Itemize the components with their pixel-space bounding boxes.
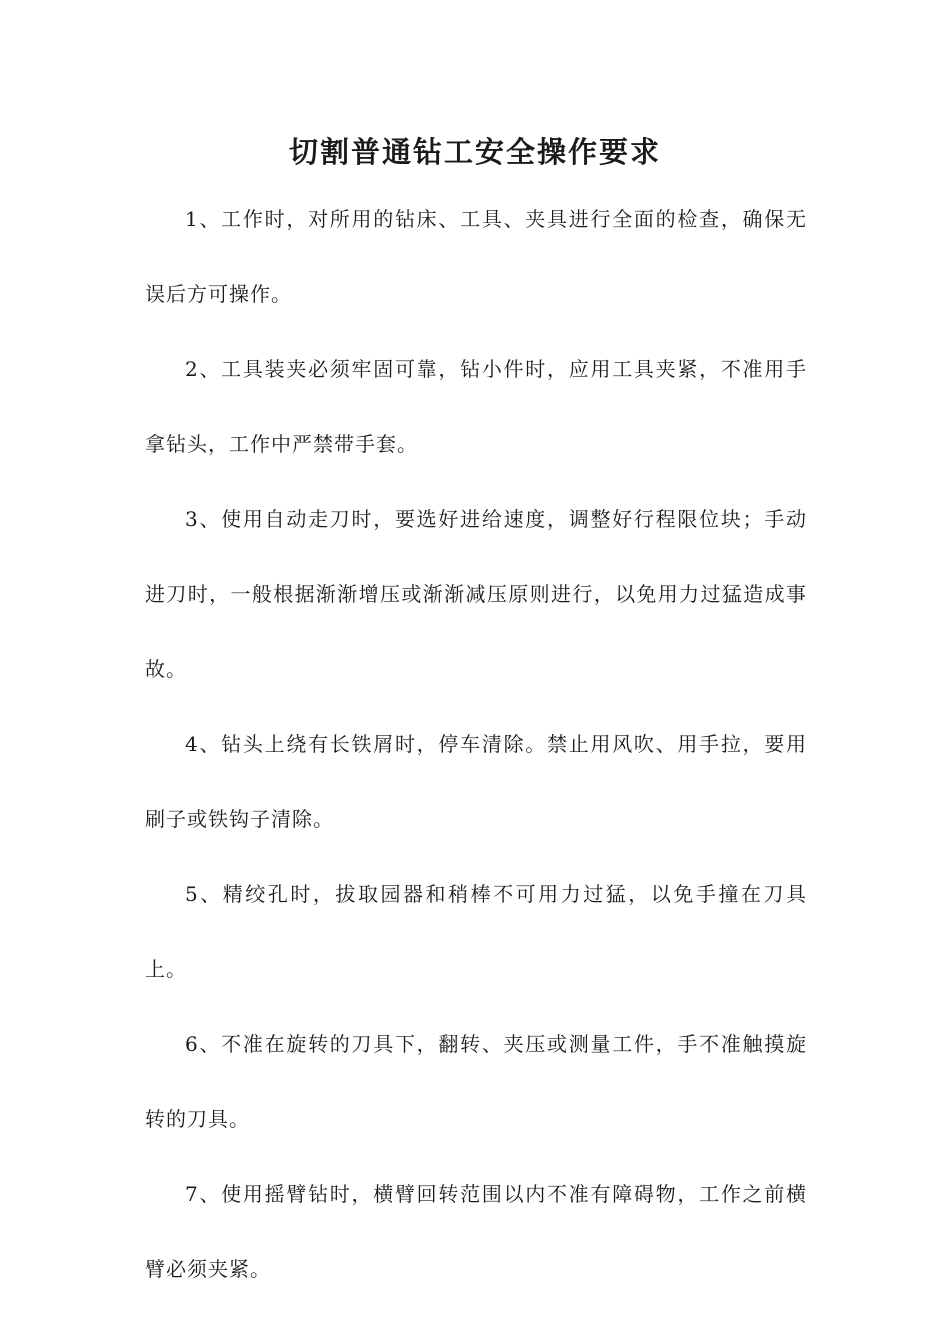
paragraph-2: 2、工具装夹必须牢固可靠，钻小件时，应用工具夹紧，不准用手拿钻头，工作中严禁带手套。 xyxy=(145,357,807,456)
document-title: 切割普通钻工安全操作要求 xyxy=(288,135,661,169)
paragraph-6: 6、不准在旋转的刀具下，翻转、夹压或测量工件，手不准触摸旋转的刀具。 xyxy=(145,1032,807,1131)
paragraph-3: 3、使用自动走刀时，要选好进给速度，调整好行程限位块；手动进刀时，一般根据渐渐增压或渐渐减压原则进行，以免用力过猛造成事故。 xyxy=(145,507,807,681)
paragraph-5: 5、精绞孔时，拔取园器和稍棒不可用力过猛，以免手撞在刀具上。 xyxy=(145,882,807,981)
paragraph-7: 7、使用摇臂钻时，横臂回转范围以内不准有障碍物，工作之前横臂必须夹紧。 xyxy=(145,1182,807,1281)
paragraph-4: 4、钻头上绕有长铁屑时，停车清除。禁止用风吹、用手拉，要用刷子或铁钩子清除。 xyxy=(145,732,807,831)
document-body xyxy=(145,182,807,1307)
paragraph-1: 1、工作时，对所用的钻床、工具、夹具进行全面的检查，确保无误后方可操作。 xyxy=(145,207,807,306)
